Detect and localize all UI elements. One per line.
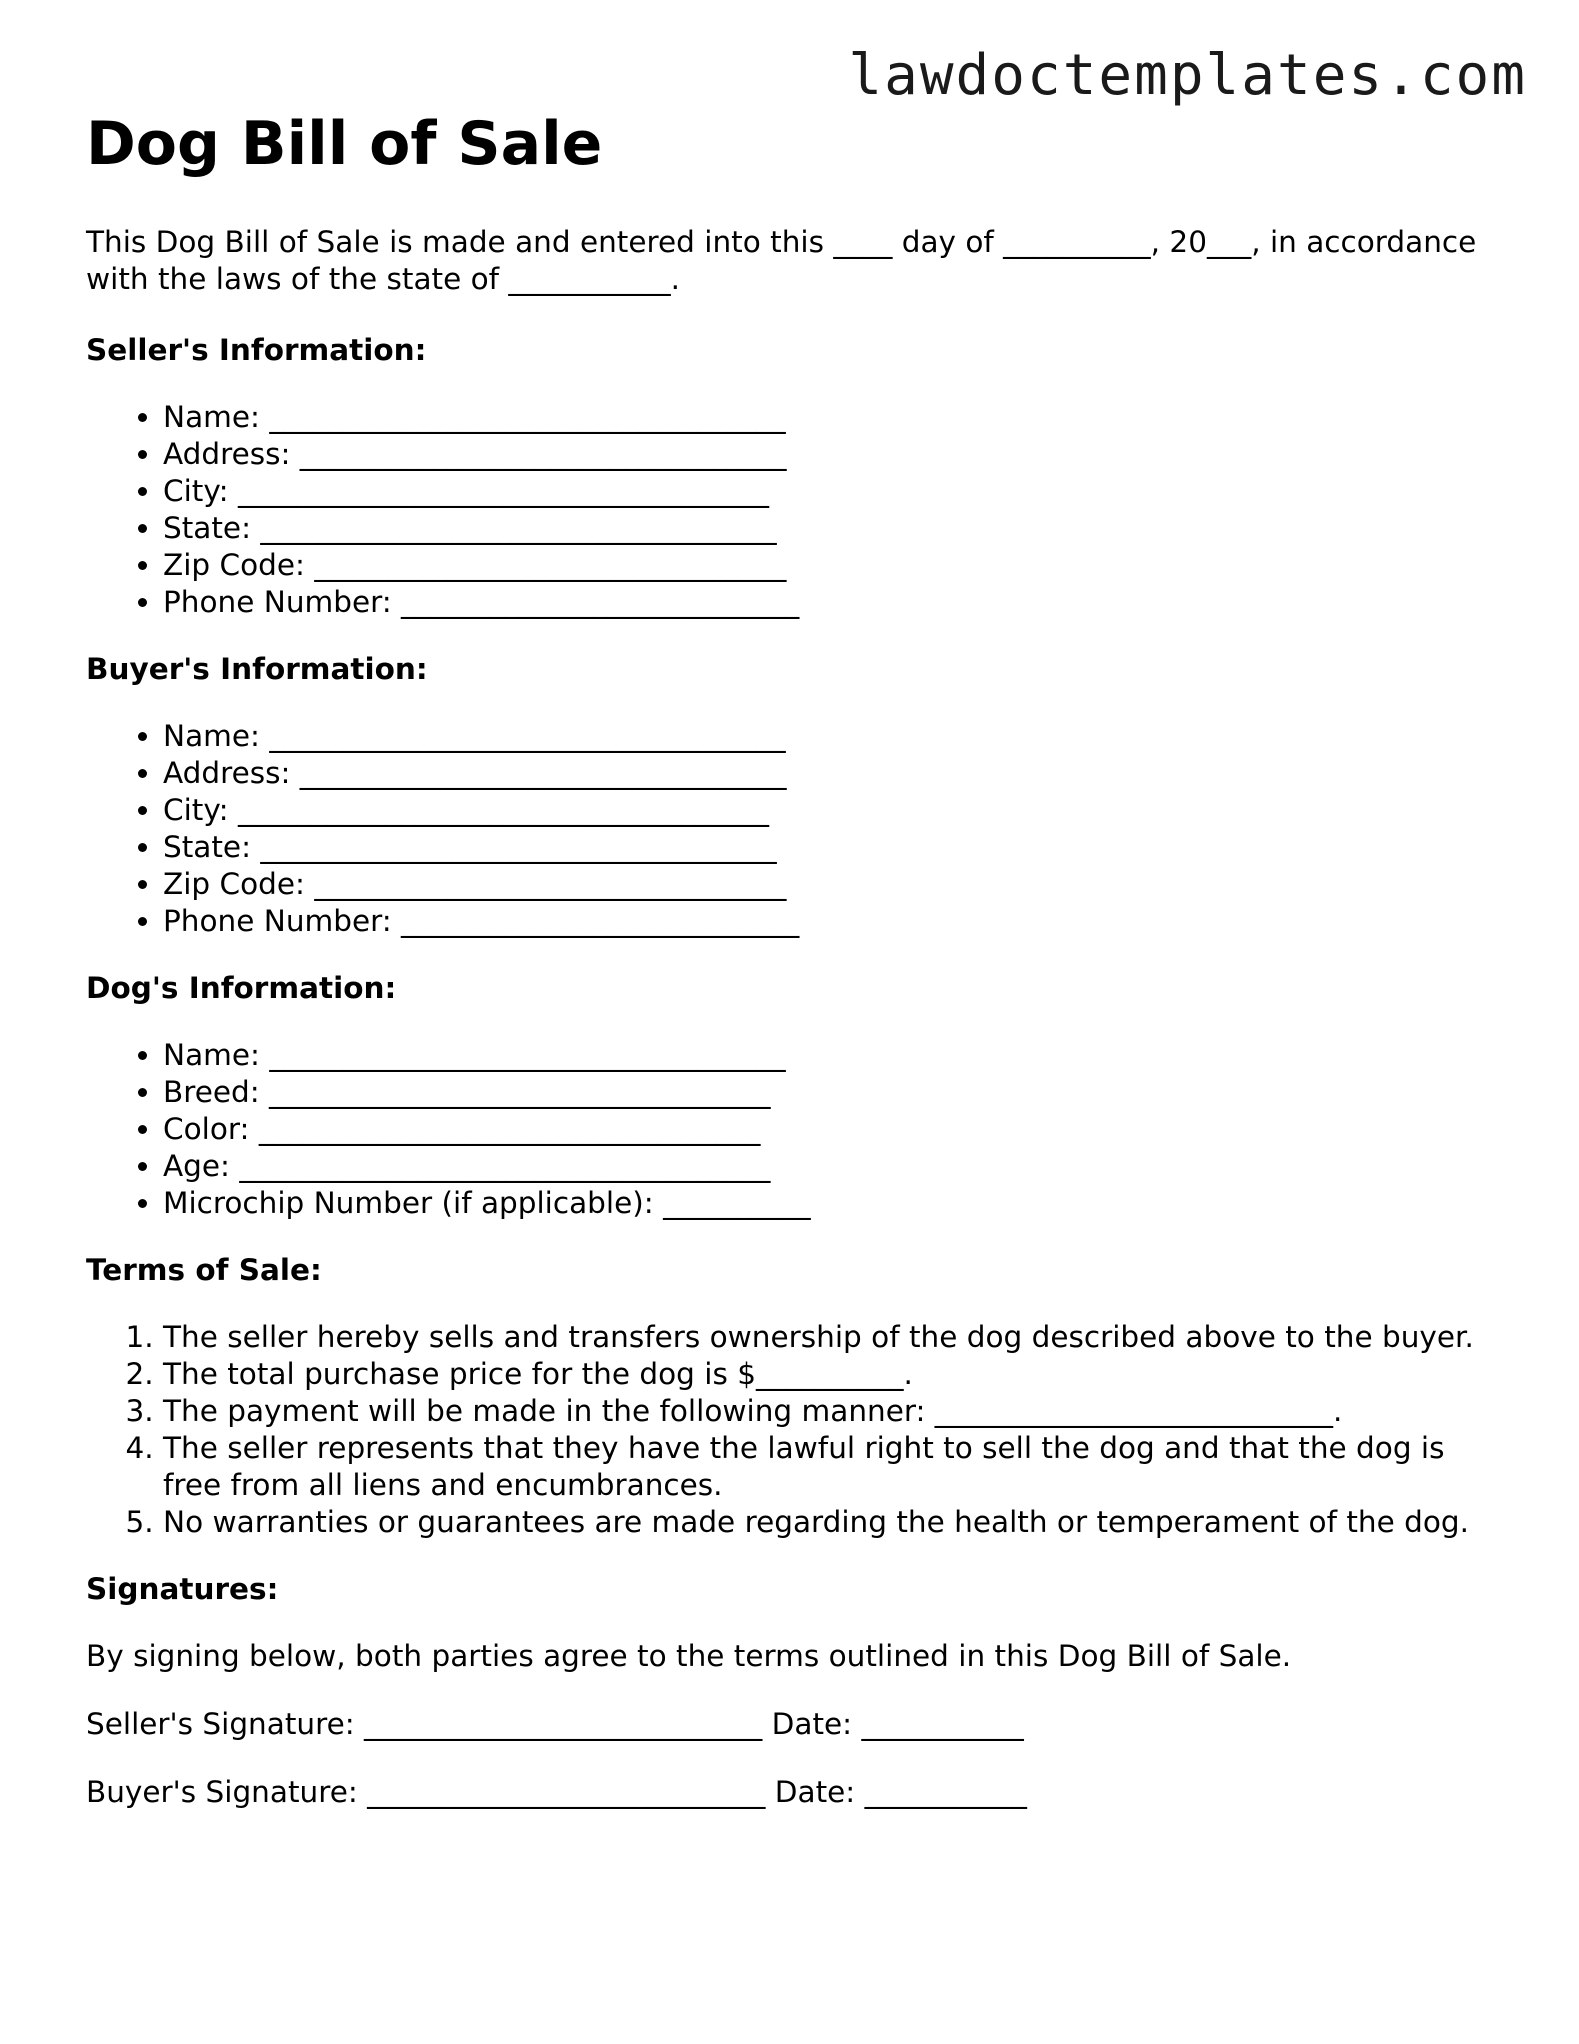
dog-age-field: • Age: ____________________________________	[163, 1148, 1486, 1185]
dog-name-field: • Name: ___________________________________	[163, 1037, 1486, 1074]
term-item: 5. No warranties or guarantees are made regarding the health or temperament of the dog.	[163, 1504, 1486, 1541]
terms-heading: Terms of Sale:	[86, 1253, 322, 1287]
seller-heading: Seller's Information:	[86, 333, 427, 367]
terms-list	[86, 1319, 1486, 1541]
dog-color-field: • Color: __________________________________	[163, 1111, 1486, 1148]
buyer-phone-field: • Phone Number: ___________________________	[163, 903, 1486, 940]
dog-list	[86, 1037, 1486, 1222]
dog-heading: Dog's Information:	[86, 971, 397, 1005]
signatures-note: By signing below, both parties agree to the terms outlined in this Dog Bill of Sale.	[86, 1639, 1292, 1673]
page-title: Dog Bill of Sale	[86, 109, 603, 179]
seller-phone-field: • Phone Number: ___________________________	[163, 584, 1486, 621]
seller-city-field: • City: ____________________________________	[163, 473, 1486, 510]
buyer-signature-line: Buyer's Signature: ___________________________ Date: ___________	[86, 1775, 1027, 1809]
seller-signature-line: Seller's Signature: ___________________________ Date: ___________	[86, 1707, 1024, 1741]
term-item: 2. The total purchase price for the dog is $__________.	[163, 1356, 1486, 1393]
buyer-name-field: • Name: ___________________________________	[163, 718, 1486, 755]
signatures-heading: Signatures:	[86, 1572, 279, 1606]
seller-state-field: • State: ___________________________________	[163, 510, 1486, 547]
dog-microchip-field: • Microchip Number (if applicable): __________	[163, 1185, 1486, 1222]
intro-paragraph: This Dog Bill of Sale is made and entered into this ____ day of __________, 20___, in accordance with the laws of the state of ___________.	[86, 225, 1477, 296]
buyer-city-field: • City: ____________________________________	[163, 792, 1486, 829]
term-item: 1. The seller hereby sells and transfers ownership of the dog described above to the buyer.	[163, 1319, 1486, 1356]
seller-name-field: • Name: ___________________________________	[163, 399, 1486, 436]
term-item: 4. The seller represents that they have the lawful right to sell the dog and that the dog is free from all liens and encumbrances.	[163, 1430, 1486, 1504]
buyer-list	[86, 718, 1486, 940]
term-item: 3. The payment will be made in the following manner: ___________________________.	[163, 1393, 1486, 1430]
buyer-zip-field: • Zip Code: ________________________________	[163, 866, 1486, 903]
seller-zip-field: • Zip Code: ________________________________	[163, 547, 1486, 584]
document-page	[86, 108, 1486, 1842]
seller-list	[86, 399, 1486, 621]
dog-breed-field: • Breed: __________________________________	[163, 1074, 1486, 1111]
seller-address-field: • Address: _________________________________	[163, 436, 1486, 473]
watermark: lawdoctemplates.com	[848, 43, 1527, 108]
buyer-state-field: • State: ___________________________________	[163, 829, 1486, 866]
buyer-heading: Buyer's Information:	[86, 652, 428, 686]
buyer-address-field: • Address: _________________________________	[163, 755, 1486, 792]
